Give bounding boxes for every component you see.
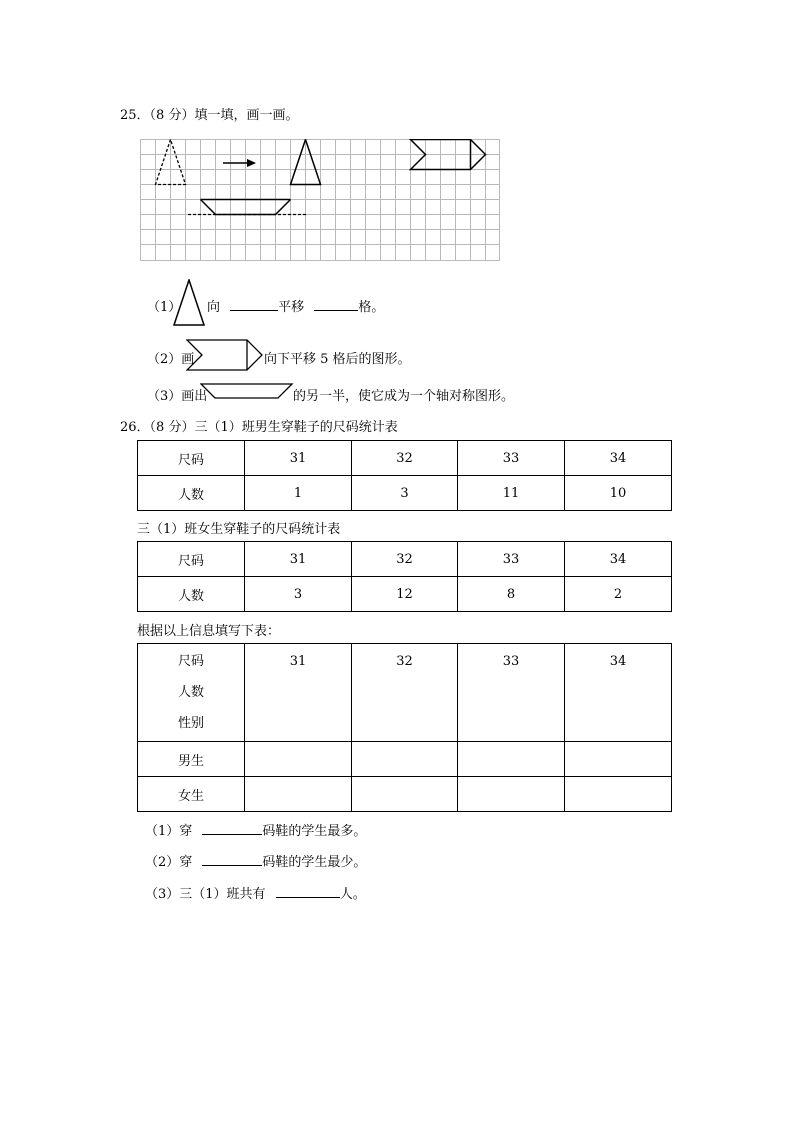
square-grid-figure — [140, 139, 500, 261]
diagonal-header-cell: 尺码 人数 性别 — [138, 644, 245, 742]
table-row: 人数 3 12 8 2 — [138, 577, 672, 612]
girls-size-table — [137, 541, 672, 612]
q25-title: 25．（8 分）填一填，画一画。 — [120, 108, 299, 123]
q25-sub2-num: （2）画 — [147, 352, 195, 367]
answer-blank-least[interactable] — [202, 852, 262, 866]
triangle-icon — [172, 279, 206, 327]
girls-table-title: 三（1）班女生穿鞋子的尺码统计表 — [137, 522, 341, 537]
table-row: 女生 — [138, 777, 672, 812]
boys-size-table — [137, 440, 672, 511]
answer-blank-direction[interactable] — [230, 297, 278, 311]
combined-table-title: 根据以上信息填写下表： — [137, 624, 281, 639]
q25-sub3-num: （3）画出 — [147, 389, 208, 404]
answer-cell[interactable] — [352, 777, 458, 812]
table-row: 尺码 人数 性别 31 32 33 34 — [138, 644, 672, 742]
q26-sub1: （1）穿 码鞋的学生最多。 — [145, 820, 366, 839]
combined-size-table — [137, 643, 672, 812]
q25-sub3-text: 的另一半，使它成为一个轴对称图形。 — [293, 389, 515, 404]
answer-blank-most[interactable] — [202, 821, 262, 835]
table-row: 尺码 31 32 33 34 — [138, 441, 672, 476]
q26-sub2: （2）穿 码鞋的学生最少。 — [145, 851, 366, 870]
grid-lines — [141, 140, 500, 261]
answer-blank-squares[interactable] — [314, 297, 358, 311]
q26-title: 26．（8 分）三（1）班男生穿鞋子的尺码统计表 — [120, 420, 398, 435]
q25-sub2-text: 向下平移 5 格后的图形。 — [264, 352, 411, 367]
table-row: 男生 — [138, 742, 672, 777]
table-row: 尺码 31 32 33 34 — [138, 542, 672, 577]
answer-blank-total[interactable] — [276, 884, 340, 898]
q25-sub1-line: 向 平移 格。 — [207, 296, 384, 315]
answer-cell[interactable] — [245, 742, 352, 777]
answer-cell[interactable] — [565, 777, 672, 812]
q26-sub3: （3）三（1）班共有 人。 — [145, 883, 366, 902]
q25-sub1-num: （1） — [147, 300, 182, 315]
arrow-pentagon-icon — [186, 339, 264, 372]
right-arrow-icon — [223, 159, 256, 167]
answer-cell[interactable] — [458, 777, 565, 812]
answer-cell[interactable] — [458, 742, 565, 777]
answer-cell[interactable] — [565, 742, 672, 777]
answer-cell[interactable] — [245, 777, 352, 812]
table-row: 人数 1 3 11 10 — [138, 476, 672, 511]
answer-cell[interactable] — [352, 742, 458, 777]
half-trapezoid-icon — [200, 382, 294, 400]
